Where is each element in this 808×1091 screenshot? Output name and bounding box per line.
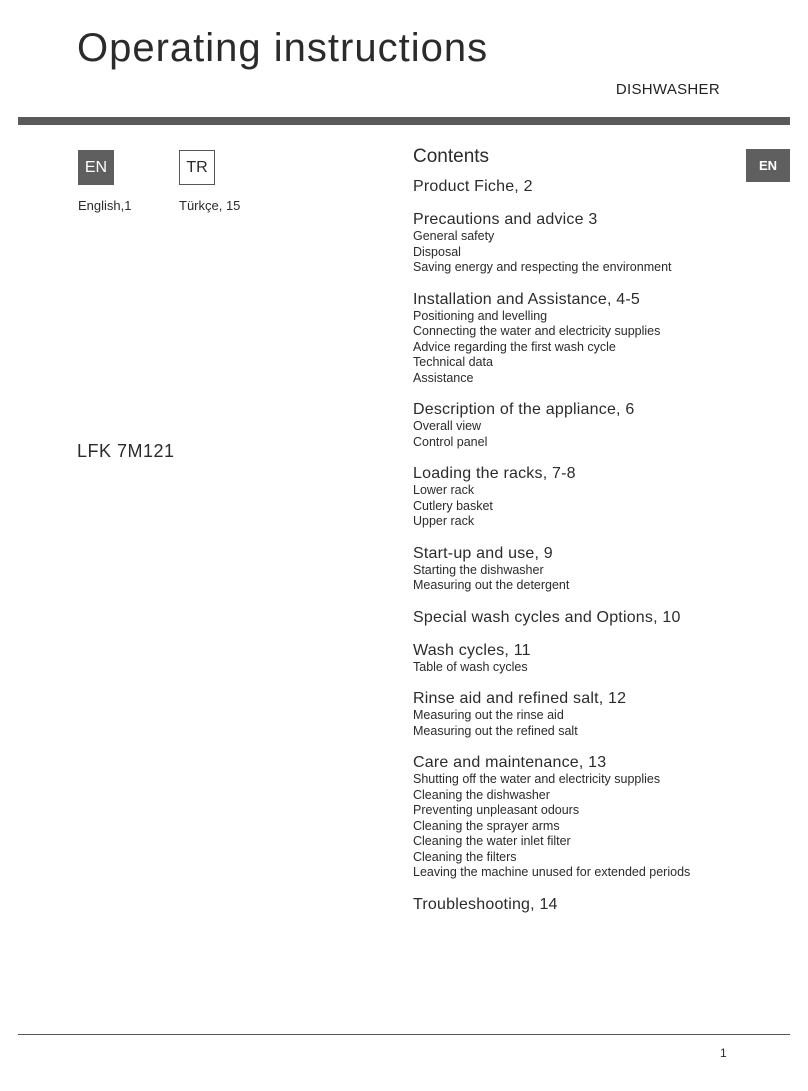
model-number: LFK 7M121: [77, 441, 175, 461]
section-item: Cleaning the dishwasher: [413, 787, 550, 802]
header-divider: [18, 117, 790, 125]
section-item: Leaving the machine unused for extended periods: [413, 865, 691, 879]
section-item: Upper rack: [413, 514, 475, 528]
language-label-tr: Türkçe, 15: [179, 198, 241, 213]
section-item: Preventing unpleasant odours: [413, 803, 580, 817]
page-title: Operating instructions: [77, 26, 489, 70]
section-item: General safety: [413, 229, 495, 243]
language-label-en: English,1: [78, 198, 132, 213]
section-title: Start-up and use, 9: [413, 544, 553, 562]
contents-heading: Contents: [413, 146, 490, 167]
contents-section: [413, 608, 753, 627]
section-title: Precautions and advice 3: [413, 211, 598, 228]
language-tab-en: EN: [746, 149, 790, 182]
section-title: Special wash cycles and Options, 10: [413, 608, 681, 626]
contents-section: [413, 895, 753, 914]
section-item: Control panel: [413, 434, 488, 449]
table-of-contents: [413, 146, 753, 928]
contents-sections: [413, 177, 753, 914]
section-title: Wash cycles, 11: [413, 641, 531, 659]
section-title: Description of the appliance, 6: [413, 401, 635, 418]
footer-divider: [18, 1034, 790, 1035]
section-item: Connecting the water and electricity supplies: [413, 324, 661, 338]
section-item: Table of wash cycles: [413, 659, 528, 674]
contents-section: [413, 753, 753, 881]
section-title: Loading the racks, 7-8: [413, 465, 576, 482]
section-item: Cleaning the water inlet filter: [413, 834, 571, 848]
section-item: Advice regarding the first wash cycle: [413, 339, 616, 354]
section-item: Cleaning the sprayer arms: [413, 818, 560, 833]
section-title: Product Fiche, 2: [413, 178, 533, 195]
section-title: Care and maintenance, 13: [413, 754, 607, 771]
contents-section: [413, 290, 753, 387]
contents-section: [413, 400, 753, 450]
section-item: Disposal: [413, 244, 461, 259]
contents-section: [413, 464, 753, 530]
section-item: Measuring out the rinse aid: [413, 708, 564, 722]
section-item: Assistance: [413, 370, 474, 385]
section-item: Saving energy and respecting the environment: [413, 260, 672, 274]
contents-section: [413, 544, 753, 594]
section-title: Rinse aid and refined salt, 12: [413, 690, 627, 707]
section-title: Troubleshooting, 14: [413, 895, 558, 913]
section-item: Technical data: [413, 355, 493, 369]
section-item: Cleaning the filters: [413, 849, 517, 864]
section-item: Shutting off the water and electricity supplies: [413, 772, 661, 786]
section-item: Starting the dishwasher: [413, 562, 544, 577]
product-type: DISHWASHER: [615, 81, 720, 98]
contents-section: [413, 210, 753, 276]
language-badge-tr: TR: [179, 150, 215, 185]
section-item: Cutlery basket: [413, 498, 493, 513]
contents-section: [413, 177, 753, 196]
section-title: Installation and Assistance, 4-5: [413, 290, 640, 308]
section-item: Measuring out the refined salt: [413, 723, 578, 738]
section-item: Overall view: [413, 419, 482, 433]
contents-section: [413, 641, 753, 676]
section-item: Measuring out the detergent: [413, 578, 570, 592]
contents-section: [413, 689, 753, 739]
page-number: 1: [720, 1046, 727, 1060]
section-item: Positioning and levelling: [413, 308, 548, 323]
section-item: Lower rack: [413, 483, 475, 497]
language-badge-en: EN: [78, 150, 114, 185]
